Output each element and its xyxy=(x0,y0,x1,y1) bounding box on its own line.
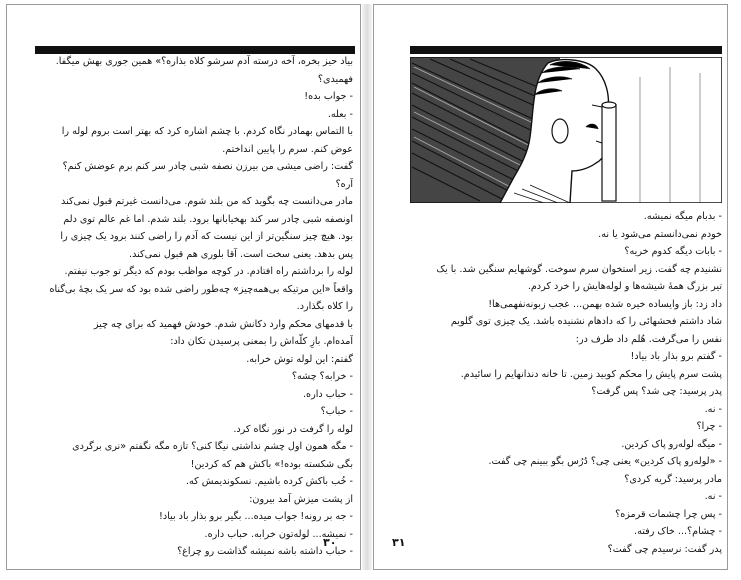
text-line: از پشت میزش آمد بیرون: xyxy=(249,493,353,505)
text-line: با التماس بهمادر نگاه کردم. با چشم اشاره کرد که بهتر است بروم لوله را xyxy=(61,126,353,137)
text-line: - نه. xyxy=(704,403,722,415)
text-line: - نمیشه... لوله‌تون خرابه. حباب داره. xyxy=(204,528,353,540)
text-line: - جواب بده! xyxy=(304,91,353,102)
text-line: - بدبام میگه نمیشه. xyxy=(643,211,722,222)
text-line: گفت: راضی میشی من بیرزن نصفه شبی چادر سر کنم برم عوضش کنم؟ xyxy=(62,161,353,172)
text-line: - چرا؟ xyxy=(696,421,722,432)
text-line: بگی شکسته بوده!» باکش هم که کردین! xyxy=(190,458,353,470)
text-line: پدر پرسید: چی شد؟ پس گرفت؟ xyxy=(591,386,722,397)
text-line: - پس چرا چشمات قرمزه؟ xyxy=(615,508,722,520)
text-line: - گفتم برو بذار باد بیاد! xyxy=(630,351,722,362)
text-line: - خُب باکش کرده باشیم. نسکوندیمش که. xyxy=(185,476,353,487)
text-line: - حباب داره. xyxy=(303,388,353,400)
header-rule xyxy=(410,46,722,54)
text-line: فهمیدی؟ xyxy=(317,73,353,85)
text-line: شاد داشتم فحشهائی را که دادهام نشنیده باشد. یک چیزی توی گلویم xyxy=(450,316,722,327)
left-page xyxy=(6,4,361,570)
text-line: مادر می‌دانست چه بگوید که من بلند شوم. می‌دانست غیرتم قبول نمی‌کند xyxy=(61,196,353,207)
text-line: واقعاً «این مرتیکه بی‌همه‌چیز» چه‌طور راضی شده بود که سر یک بچهٔ بی‌گناه xyxy=(49,283,353,295)
text-line: لوله را گرفت در نور نگاه کرد. xyxy=(233,423,353,435)
right-page xyxy=(373,4,728,570)
boy-illustration xyxy=(410,57,722,203)
page-number: ۳۱ xyxy=(392,536,406,549)
text-line: پس بدهد. یعنی سخت است. آقا بلوری هم قبول نمی‌کند. xyxy=(129,248,353,260)
text-line: آمده‌ام. بازِ کلّه‌اش را بمعنی پرسیدن تکان داد: xyxy=(170,336,353,347)
book-gutter xyxy=(362,4,372,570)
text-line: خودم نمی‌دانستم می‌شود یا نه. xyxy=(598,228,722,240)
left-page-text xyxy=(35,53,353,561)
text-line: پدر گفت: نرسیدم چی گفت؟ xyxy=(607,543,722,555)
text-line: پشت سرم پایش را محکم کوبید زمین. تا خانه دندانهایم را سائیدم. xyxy=(460,368,722,380)
text-line: را کلاه بگذارد. xyxy=(296,301,353,312)
text-line: - نه. xyxy=(704,491,722,502)
text-line: گفتم: این لوله توش خرابه. xyxy=(246,353,353,365)
text-line: بیاد حیز بخره، آخه درسته آدم سرشو کلاه بذاره؟» همین جوری بهش میگفا. xyxy=(55,56,353,67)
right-page-text xyxy=(404,208,722,558)
text-line: تیر بزرگ همهٔ شیشه‌ها و لوله‌هایش را خرد کردم. xyxy=(527,281,722,292)
text-line: با قدمهای محکم وارد دکانش شدم. خودش فهمید که برای چه چیز xyxy=(93,318,353,330)
text-line: - بعله. xyxy=(327,108,353,120)
text-line: - حباب؟ xyxy=(320,406,353,417)
text-line: - حباب داشته باشه نمیشه گذاشت رو چراغ؟ xyxy=(177,546,353,557)
text-line: اونصفه شبی چادر سر کند بهخیابانها برود. بلند شدم. اما غم عالم توی دلم xyxy=(63,213,353,225)
text-line: بود. هیچ چیز سنگین‌تر از این نیست که آدم را راضی کنند برود یک چیزی را xyxy=(60,231,353,242)
text-line: - «لوله‌رو پاک کردین» یعنی چی؟ دُرُس بگو ببینم چی گفت. xyxy=(488,456,722,467)
text-line: - خرابه؟ چشه؟ xyxy=(291,371,353,382)
text-line: لوله را برداشتم راه افتادم. در کوچه مواظب بودم که دیگر تو جوب نیفتم. xyxy=(64,266,353,277)
page-number: ۳۰ xyxy=(323,536,337,549)
text-line: - جه بر رونه! جواب میده... بگیر برو بذار باد بیاد! xyxy=(159,511,353,522)
text-line: عوض کنم. سرم را پایین انداختم. xyxy=(222,143,353,155)
text-line: نشنیدم چه گفت. زیر استخوان سرم سوخت. گوشهایم سنگین شد. با یک xyxy=(436,263,722,275)
text-line: مادر پرسید: گریه کردی؟ xyxy=(624,473,722,485)
text-line: - بابات دیگه کدوم خریه؟ xyxy=(624,246,722,257)
text-line: نفس را می‌گرفت. هُلم داد طرف در: xyxy=(575,333,722,345)
text-line: داد زد: باز وایساده خیره شده بهمن... عجب زبونه‌نفهمی‌ها! xyxy=(488,298,722,310)
text-line: - چشام؟... خاک رفته. xyxy=(634,526,722,537)
text-line: - میگه لوله‌رو پاک کردین. xyxy=(621,438,722,450)
text-line: آره؟ xyxy=(335,178,353,190)
text-line: - مگه همون اول چشم نداشتی نیگا کنی؟ تازه مگه نگفتم «نری برگردی xyxy=(72,441,353,452)
